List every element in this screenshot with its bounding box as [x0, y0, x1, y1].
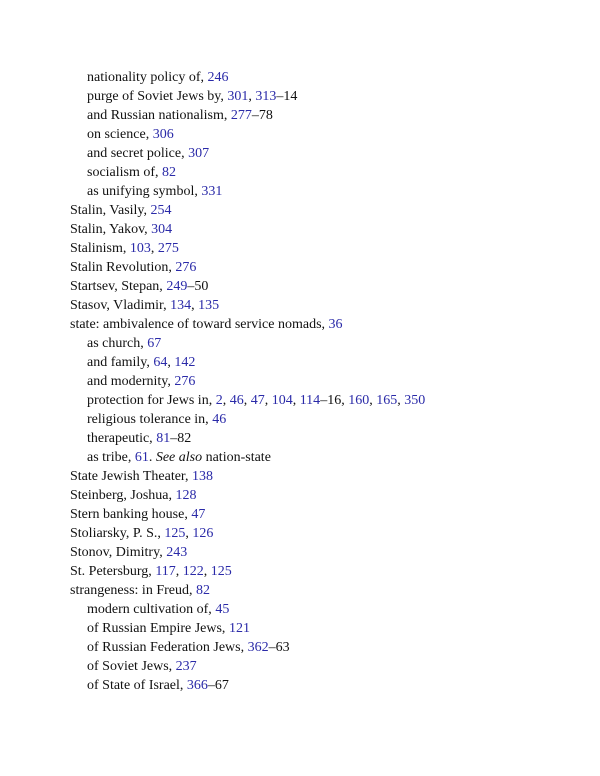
page-reference-link[interactable]: 81 — [156, 431, 171, 446]
cross-reference-label: See also — [155, 450, 203, 465]
entry-text: nationality policy of, — [87, 70, 208, 85]
index-subentry — [70, 182, 570, 201]
entry-text: Stalinism, — [70, 241, 130, 256]
index-entry — [70, 315, 570, 334]
entry-text: , — [369, 393, 377, 408]
entry-text: Stoliarsky, P. S., — [70, 526, 165, 541]
index-entry — [70, 220, 570, 239]
entry-text: , — [175, 564, 183, 579]
index-subentry — [70, 163, 570, 182]
entry-text: , — [397, 393, 405, 408]
entry-text: state: ambivalence of toward service nomads, — [70, 317, 329, 332]
index-subentry — [70, 68, 570, 87]
page-reference-link[interactable]: 249 — [166, 279, 188, 294]
page-reference-link[interactable]: 331 — [201, 184, 223, 199]
page-reference-link[interactable]: 46 — [229, 393, 244, 408]
entry-text: , — [243, 393, 251, 408]
index-subentry — [70, 87, 570, 106]
entry-text: Stonov, Dimitry, — [70, 545, 167, 560]
entry-text: –82 — [170, 431, 192, 446]
page-reference-link[interactable]: 160 — [348, 393, 370, 408]
page-reference-link[interactable]: 114 — [299, 393, 321, 408]
entry-text: purge of Soviet Jews by, — [87, 89, 228, 104]
index-subentry — [70, 676, 570, 695]
entry-text: as church, — [87, 336, 148, 351]
page-reference-link[interactable]: 122 — [182, 564, 204, 579]
index-entry — [70, 296, 570, 315]
index-subentry — [70, 448, 570, 467]
index-subentry — [70, 353, 570, 372]
entry-text: , — [248, 89, 256, 104]
page-reference-link[interactable]: 275 — [157, 241, 179, 256]
entry-text: Stasov, Vladimir, — [70, 298, 171, 313]
page-reference-link[interactable]: 47 — [250, 393, 265, 408]
page-reference-link[interactable]: 362 — [247, 640, 269, 655]
page-reference-link[interactable]: 46 — [212, 412, 227, 427]
page-reference-link[interactable]: 126 — [192, 526, 214, 541]
page-reference-link[interactable]: 61 — [134, 450, 149, 465]
page-reference-link[interactable]: 67 — [147, 336, 162, 351]
entry-text: as unifying symbol, — [87, 184, 202, 199]
page-reference-link[interactable]: 138 — [192, 469, 214, 484]
page-reference-link[interactable]: 142 — [174, 355, 196, 370]
index-entry — [70, 258, 570, 277]
index-entry — [70, 486, 570, 505]
entry-text: of Russian Federation Jews, — [87, 640, 248, 655]
index-subentry — [70, 638, 570, 657]
entry-text: Stern banking house, — [70, 507, 192, 522]
index-entry — [70, 581, 570, 600]
index-entry — [70, 201, 570, 220]
entry-text: –16, — [320, 393, 349, 408]
entry-text: , — [222, 393, 230, 408]
entry-text: Stalin, Vasily, — [70, 203, 151, 218]
entry-text: St. Petersburg, — [70, 564, 156, 579]
page-reference-link[interactable]: 307 — [188, 146, 210, 161]
entry-text: –14 — [276, 89, 298, 104]
entry-text: , — [191, 298, 199, 313]
index-subentry — [70, 619, 570, 638]
entry-text: Steinberg, Joshua, — [70, 488, 176, 503]
page-reference-link[interactable]: 104 — [271, 393, 293, 408]
index-entry — [70, 239, 570, 258]
page-reference-link[interactable]: 103 — [129, 241, 151, 256]
page-reference-link[interactable]: 125 — [164, 526, 186, 541]
entry-text: , — [185, 526, 193, 541]
page-reference-link[interactable]: 47 — [191, 507, 206, 522]
page-reference-link[interactable]: 117 — [155, 564, 176, 579]
index-subentry — [70, 106, 570, 125]
entry-text: –67 — [207, 678, 229, 693]
entry-text: as tribe, — [87, 450, 135, 465]
page-reference-link[interactable]: 45 — [215, 602, 230, 617]
entry-text: –78 — [251, 108, 273, 123]
entry-text: strangeness: in Freud, — [70, 583, 196, 598]
page-reference-link[interactable]: 243 — [166, 545, 188, 560]
index-subentry — [70, 391, 570, 410]
entry-text: and Russian nationalism, — [87, 108, 231, 123]
entry-text: protection for Jews in, — [87, 393, 216, 408]
index-subentry — [70, 657, 570, 676]
entry-text: –50 — [187, 279, 209, 294]
entry-text: and secret police, — [87, 146, 189, 161]
entry-text: , — [264, 393, 272, 408]
page-reference-link[interactable]: 276 — [175, 260, 197, 275]
entry-text: of Russian Empire Jews, — [87, 621, 229, 636]
index-entry — [70, 467, 570, 486]
page-reference-link[interactable]: 82 — [195, 583, 210, 598]
page-reference-link[interactable]: 350 — [404, 393, 426, 408]
page-reference-link[interactable]: 277 — [230, 108, 252, 123]
page-reference-link[interactable]: 276 — [174, 374, 196, 389]
entry-text: therapeutic, — [87, 431, 157, 446]
entry-text: , — [203, 564, 211, 579]
page-reference-link[interactable]: 2 — [215, 393, 223, 408]
entry-text: , — [292, 393, 300, 408]
index-subentry — [70, 125, 570, 144]
entry-text: of State of Israel, — [87, 678, 187, 693]
index-entry-list — [70, 68, 570, 695]
index-entry — [70, 524, 570, 543]
entry-text: Stalin, Yakov, — [70, 222, 152, 237]
page-reference-link[interactable]: 313 — [255, 89, 277, 104]
page-reference-link[interactable]: 366 — [186, 678, 208, 693]
page-reference-link[interactable]: 64 — [153, 355, 168, 370]
index-entry — [70, 277, 570, 296]
index-subentry — [70, 600, 570, 619]
page-reference-link[interactable]: 301 — [227, 89, 249, 104]
page-reference-link[interactable]: 306 — [152, 127, 174, 142]
page-reference-link[interactable]: 246 — [207, 70, 229, 85]
page-reference-link[interactable]: 165 — [376, 393, 398, 408]
entry-text: State Jewish Theater, — [70, 469, 193, 484]
entry-text: Stalin Revolution, — [70, 260, 176, 275]
entry-text: . — [148, 450, 156, 465]
entry-text: on science, — [87, 127, 153, 142]
index-subentry — [70, 429, 570, 448]
entry-text: Startsev, Stepan, — [70, 279, 167, 294]
page-reference-link[interactable]: 121 — [228, 621, 250, 636]
entry-text: , — [150, 241, 158, 256]
page-reference-link[interactable]: 304 — [151, 222, 173, 237]
entry-text: religious tolerance in, — [87, 412, 213, 427]
entry-text: of Soviet Jews, — [87, 659, 176, 674]
index-entry — [70, 505, 570, 524]
entry-text: socialism of, — [87, 165, 163, 180]
entry-text: nation-state — [202, 450, 271, 465]
index-subentry — [70, 144, 570, 163]
page-reference-link[interactable]: 36 — [328, 317, 343, 332]
page-reference-link[interactable]: 135 — [198, 298, 220, 313]
page-reference-link[interactable]: 237 — [175, 659, 197, 674]
page-reference-link[interactable]: 82 — [162, 165, 177, 180]
index-subentry — [70, 410, 570, 429]
page-reference-link[interactable]: 254 — [150, 203, 172, 218]
entry-text: and family, — [87, 355, 154, 370]
index-entry — [70, 543, 570, 562]
entry-text: , — [167, 355, 175, 370]
entry-text: modern cultivation of, — [87, 602, 216, 617]
index-entry — [70, 562, 570, 581]
page-reference-link[interactable]: 125 — [210, 564, 232, 579]
entry-text: and modernity, — [87, 374, 175, 389]
index-subentry — [70, 372, 570, 391]
page-reference-link[interactable]: 128 — [175, 488, 197, 503]
entry-text: –63 — [268, 640, 290, 655]
page-reference-link[interactable]: 134 — [170, 298, 192, 313]
index-subentry — [70, 334, 570, 353]
